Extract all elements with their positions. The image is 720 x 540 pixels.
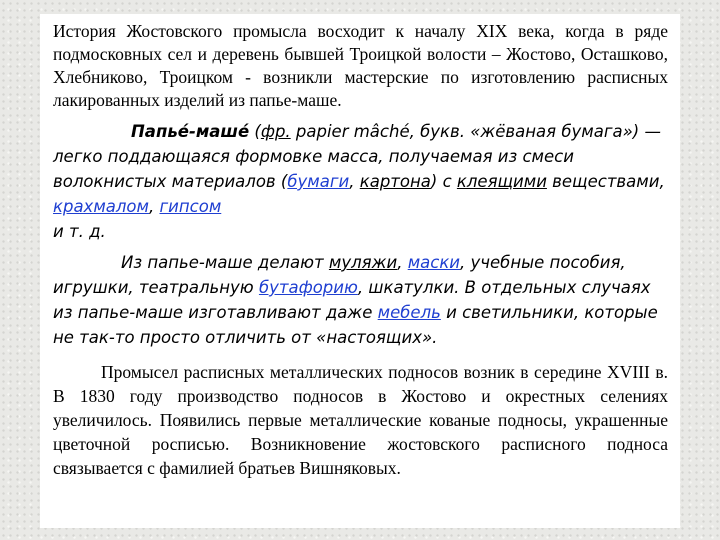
text-fragment: ) с xyxy=(430,172,457,191)
link-paper[interactable]: бумаги xyxy=(287,172,350,191)
text-fragment: ( xyxy=(249,122,261,141)
text-fragment: , xyxy=(349,172,360,191)
link-dummies[interactable]: муляжи xyxy=(328,253,398,272)
history-paragraph: История Жостовского промысла восходит к началу XIX века, когда в ряде подмосковных сел и деревень бывшей Троицкой волости – Жостово, Осташково, Хлебниково, Троицком - возникли мастерские по изготовлению расписных лакированных изделий из папье-маше. xyxy=(53,21,668,110)
link-starch[interactable]: крахмалом xyxy=(53,197,149,216)
text-fragment: веществами, xyxy=(546,172,665,191)
link-gypsum[interactable]: гипсом xyxy=(159,197,222,216)
text-fragment: , xyxy=(148,197,160,216)
slide xyxy=(40,14,680,528)
link-furniture[interactable]: мебель xyxy=(377,303,441,322)
text-fragment: , xyxy=(397,253,408,272)
text-fragment: и светильники, которые не так-то просто отличить от «настоящих». xyxy=(53,303,658,347)
link-props[interactable]: бутафорию xyxy=(258,278,358,297)
text-fragment: papier mâché, букв. «жёваная бумага») — легко поддающаяся формовке масса, получаемая из смеси волокнистых материалов ( xyxy=(53,122,661,191)
text-fragment: Из папье-маше делают xyxy=(121,253,329,272)
link-cardboard[interactable]: картона xyxy=(359,172,431,191)
text-fragment: , шкатулки. В отдельных случаях из папье-маше изготавливают даже xyxy=(53,278,651,322)
trays-paragraph: Промысел расписных металлических подносов возник в середине XVIII в. В 1830 году производство подносов в Жостово и окрестных селениях увеличилось. Появились первые металлические кованые подносы, украшенные цветочной росписью. Возникновение жостовского расписного подноса связывается с фамилией братьев Вишняковых. xyxy=(53,362,668,478)
term-papier-mache: Папье́-маше́ xyxy=(131,122,250,141)
papier-mache-definition xyxy=(53,119,668,244)
link-french-abbr[interactable]: фр. xyxy=(260,122,291,141)
papier-mache-uses xyxy=(53,250,668,350)
link-masks[interactable]: маски xyxy=(407,253,461,272)
link-adhesive[interactable]: клеящими xyxy=(456,172,547,191)
text-fragment: и т. д. xyxy=(53,222,106,241)
text-fragment: , учебные пособия, игрушки, театральную xyxy=(53,253,626,297)
